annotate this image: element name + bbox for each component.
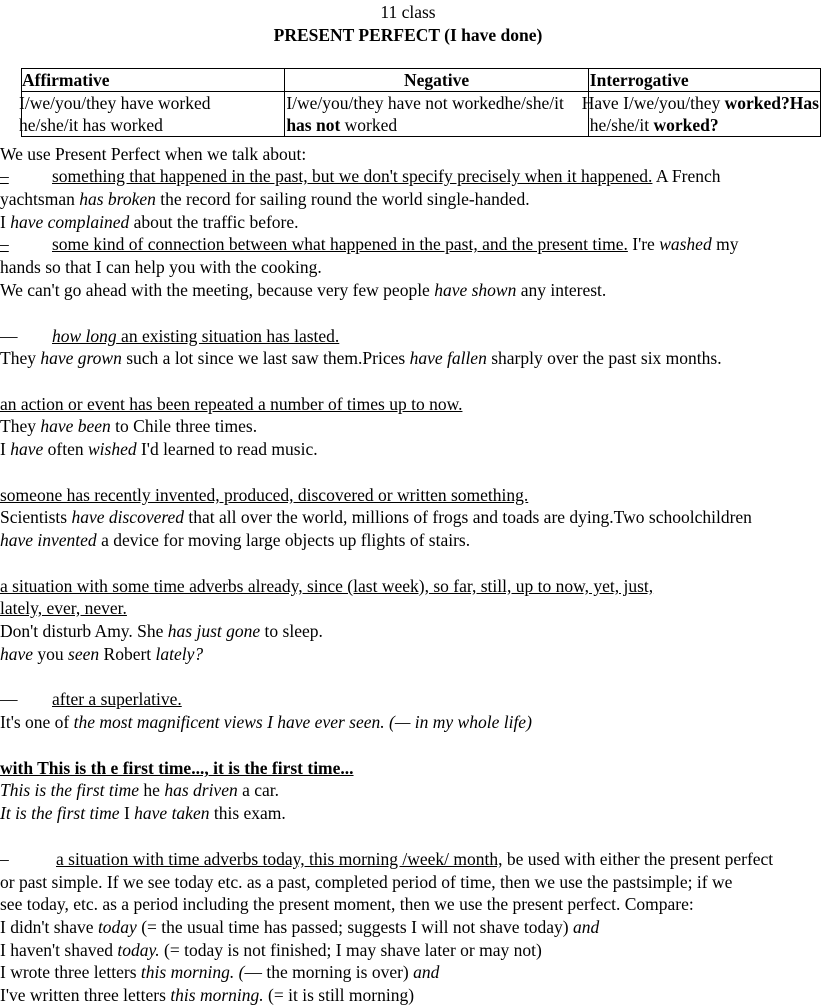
text-span: They <box>0 348 41 368</box>
text-span: I haven't shaved <box>0 940 118 960</box>
text-span: be used with either the present perfect <box>502 849 774 869</box>
text-span: have shown <box>434 280 517 300</box>
text-span: — the morning is over) <box>244 962 414 982</box>
s9-line-2: or past simple. If we see today etc. as a past, completed period of time, then we use the pastsimple; if we <box>0 872 733 892</box>
negative-text-2: he/she/it <box>504 93 564 113</box>
text-span: I <box>0 439 11 459</box>
s7-example-1 <box>0 711 532 733</box>
interrogative-text-2: he/she/it <box>589 115 654 135</box>
negative-cell <box>285 92 588 137</box>
s6-example-1 <box>0 620 323 642</box>
s9-compare-2 <box>0 939 542 961</box>
text-span: has just gone <box>167 621 261 641</box>
text-span: this exam. <box>209 803 286 823</box>
s3-heading: an existing situation has lasted. <box>116 326 340 346</box>
s3-example-1 <box>0 347 722 369</box>
text-span: I'd learned to read music. <box>136 439 318 459</box>
header-negative: Negative <box>285 69 588 92</box>
s7-heading: after a superlative. <box>52 689 182 709</box>
s2-heading: some kind of connection between what happened in the past, and the present time. <box>52 234 628 254</box>
s9-compare-4 <box>0 984 414 1006</box>
s9-line-3: see today, etc. as a period including the present moment, then we use the present perfect. Compare: <box>0 894 694 914</box>
text-span: sharply over the past six months. <box>486 348 722 368</box>
header-affirmative: Affirmative <box>22 69 285 92</box>
s4-heading: an action or event has been repeated a number of times up to now. <box>0 394 463 414</box>
s9-dash: – <box>0 849 9 869</box>
s1-dash: – <box>0 166 9 186</box>
text-span: my <box>711 234 739 254</box>
s3-heading-italic: how long <box>52 326 117 346</box>
s9-compare-1 <box>0 916 599 938</box>
text-span: have complained <box>10 212 130 232</box>
interrogative-cell <box>581 92 820 137</box>
s4-example-1 <box>0 415 257 437</box>
s2-heading-line <box>0 233 738 255</box>
s4-example-2 <box>0 438 318 460</box>
negative-text-1: I/we/you/they have not worked <box>286 93 505 113</box>
text-span: This is the first time <box>0 780 140 800</box>
s6-heading-1: a situation with some time adverbs already, since (last week), so far, still, up to now, yet, just, <box>0 576 654 596</box>
text-span: this morning. <box>170 985 264 1005</box>
text-span: seen <box>68 644 100 664</box>
s1-example-1 <box>0 188 530 210</box>
s8-heading: with This is th e first time..., it is the first time... <box>0 758 354 778</box>
s8-example-1 <box>0 779 279 801</box>
text-span: yachtsman <box>0 189 80 209</box>
text-span: have discovered <box>71 507 185 527</box>
negative-bold: has not <box>286 115 341 135</box>
text-span: Scientists <box>0 507 72 527</box>
s2-example-1: hands so that I can help you with the cooking. <box>0 257 322 277</box>
text-span: I didn't shave <box>0 917 98 937</box>
interrogative-line-2 <box>590 114 819 136</box>
text-span: the most magnificent views I have ever seen. (— in my whole life) <box>73 712 532 732</box>
text-span: have <box>0 644 34 664</box>
text-span: any interest. <box>516 280 607 300</box>
text-span: I <box>0 212 11 232</box>
affirmative-line-2: he/she/it has worked <box>19 115 163 135</box>
s9-compare-3 <box>0 961 439 983</box>
text-span: has driven <box>164 780 238 800</box>
s6-heading-2: lately, ever, never. <box>0 598 127 618</box>
s9-heading: a situation with time adverbs today, this morning /week/ month, <box>56 849 503 869</box>
text-span: have taken <box>134 803 210 823</box>
text-span: to Chile three times. <box>110 416 258 436</box>
s2-dash: – <box>0 234 9 254</box>
s1-example-2 <box>0 211 299 233</box>
negative-text-3: worked <box>340 115 398 135</box>
text-span: he <box>139 780 165 800</box>
text-span: a device for moving large objects up flights of stairs. <box>96 530 471 550</box>
class-line: 11 class <box>380 2 436 22</box>
s5-example-1 <box>0 506 752 528</box>
table-row <box>22 92 821 137</box>
text-span: (= today is not finished; I may shave later or may not) <box>159 940 542 960</box>
text-span: such a lot since we last saw them.Prices <box>121 348 410 368</box>
s5-heading: someone has recently invented, produced, discovered or written something. <box>0 485 529 505</box>
text-span: have grown <box>40 348 122 368</box>
text-span: and <box>413 962 440 982</box>
s2-example-2 <box>0 279 606 301</box>
s1-heading-line <box>0 165 721 187</box>
text-span: have been <box>40 416 111 436</box>
conjugation-table <box>21 68 821 137</box>
text-span: have fallen <box>409 348 487 368</box>
text-span: wished <box>87 439 137 459</box>
text-span: that all over the world, millions of frogs and toads are dying.Two schoolchildren <box>184 507 752 527</box>
s3-dash: — <box>0 326 18 346</box>
text-span: It is the first time <box>0 803 120 823</box>
s6-example-2 <box>0 643 203 665</box>
text-span: you <box>33 644 69 664</box>
text-span: and <box>572 917 600 937</box>
text-span: this morning. ( <box>140 962 245 982</box>
text-span: I've written three letters <box>0 985 171 1005</box>
text-span: today. <box>117 940 160 960</box>
interrogative-bold-1: worked? <box>724 93 790 113</box>
text-span: I <box>119 803 135 823</box>
text-span: I're <box>627 234 660 254</box>
s3-heading-line <box>0 325 339 347</box>
text-span: It's one of <box>0 712 74 732</box>
text-span: the record for sailing round the world single-handed. <box>155 189 530 209</box>
intro-line: We use Present Perfect when we talk about: <box>0 144 307 164</box>
negative-line-2 <box>286 114 586 136</box>
s9-heading-line <box>0 848 773 870</box>
interrogative-bold-3: worked? <box>653 115 719 135</box>
s8-example-2 <box>0 802 286 824</box>
interrogative-text-1: Have I/we/you/they <box>581 93 725 113</box>
interrogative-line-1 <box>581 92 819 114</box>
text-span: have invented <box>0 530 97 550</box>
text-span: has broken <box>79 189 156 209</box>
text-span: have <box>10 439 44 459</box>
s1-text: A French <box>652 166 721 186</box>
text-span: about the traffic before. <box>129 212 299 232</box>
text-span: They <box>0 416 41 436</box>
page-title: PRESENT PERFECT (I have done) <box>273 25 543 45</box>
header-interrogative: Interrogative <box>588 69 820 92</box>
text-span: washed <box>659 234 712 254</box>
s7-heading-line <box>0 688 182 710</box>
s7-dash: — <box>0 689 18 709</box>
s1-heading: something that happened in the past, but we don't specify precisely when it happened. <box>52 166 653 186</box>
text-span: (= it is still morning) <box>263 985 415 1005</box>
text-span: often <box>43 439 88 459</box>
text-span: Don't disturb Amy. She <box>0 621 168 641</box>
text-span: a car. <box>237 780 280 800</box>
affirmative-cell <box>19 92 285 137</box>
negative-line-1 <box>286 92 586 114</box>
text-span: to sleep. <box>260 621 323 641</box>
affirmative-line-1: I/we/you/they have worked <box>19 93 211 113</box>
table-header-row <box>22 69 821 92</box>
text-span: I wrote three letters <box>0 962 141 982</box>
text-span: We can't go ahead with the meeting, because very few people <box>0 280 435 300</box>
text-span: (= the usual time has passed; suggests I will not shave today) <box>136 917 573 937</box>
text-span: lately? <box>155 644 204 664</box>
text-span: today <box>97 917 137 937</box>
text-span: Robert <box>99 644 156 664</box>
s5-example-2 <box>0 529 470 551</box>
interrogative-bold-2: Has <box>789 93 819 113</box>
